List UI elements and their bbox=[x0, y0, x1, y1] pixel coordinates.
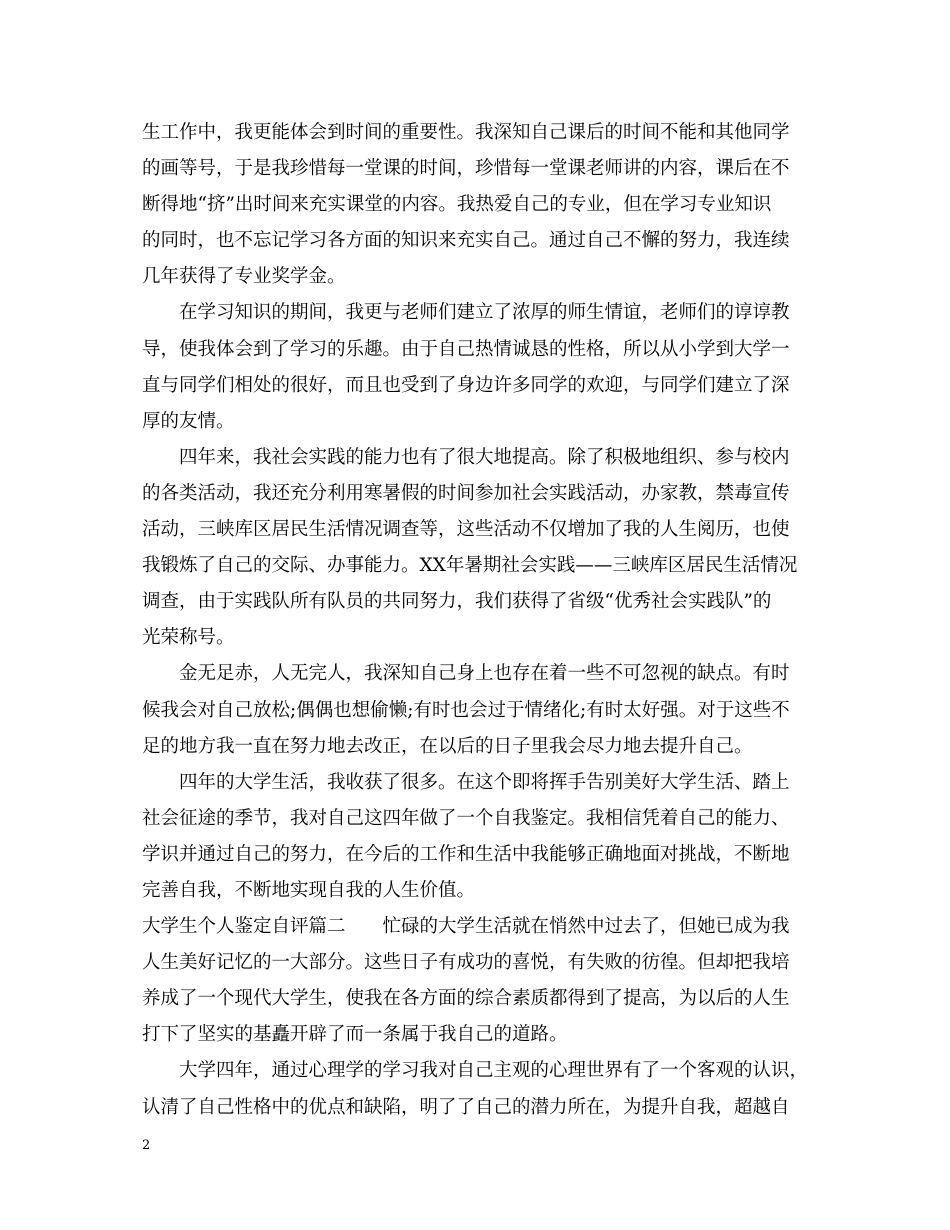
text-line: 导，使我体会到了学习的乐趣。由于自己热情诚恳的性格，所以从小学到大学一 bbox=[142, 338, 790, 360]
text-line: 的画等号，于是我珍惜每一堂课的时间，珍惜每一堂课老师讲的内容，课后在不 bbox=[142, 158, 790, 180]
text-line-paragraph-start: 在学习知识的期间，我更与老师们建立了浓厚的师生情谊，老师们的谆谆教 bbox=[179, 302, 790, 324]
text-line: 认清了自己性格中的优点和缺陷，明了了自己的潜力所在，为提升自我，超越自 bbox=[142, 1096, 790, 1118]
text-line: 生工作中，我更能体会到时间的重要性。我深知自己课后的时间不能和其他同学 bbox=[142, 122, 790, 143]
text-line: 调查，由于实践队所有队员的共同努力，我们获得了省级“优秀社会实践队”的 bbox=[142, 591, 772, 613]
text-line: 的各类活动，我还充分利用寒暑假的时间参加社会实践活动，办家教，禁毒宣传 bbox=[142, 482, 790, 504]
text-line: 完善自我，不断地实现自我的人生价值。 bbox=[142, 879, 476, 901]
text-line: 养成了一个现代大学生，使我在各方面的综合素质都得到了提高，为以后的人生 bbox=[142, 988, 790, 1010]
text-line: 厚的友情。 bbox=[142, 410, 235, 432]
text-line: 直与同学们相处的很好，而且也受到了身边许多同学的欢迎，与同学们建立了深 bbox=[142, 374, 790, 396]
text-line: 几年获得了专业奖学金。 bbox=[142, 266, 346, 288]
text-line: 光荣称号。 bbox=[142, 627, 235, 649]
section-heading-line: 大学生个人鉴定自评篇二 忙碌的大学生活就在悄然中过去了，但她已成为我 bbox=[142, 916, 790, 938]
document-body bbox=[142, 115, 810, 1126]
page-number: 2 bbox=[142, 1138, 151, 1153]
text-line: 我锻炼了自己的交际、办事能力。XX年暑期社会实践——三峡库区居民生活情况 bbox=[142, 555, 798, 577]
text-line: 人生美好记忆的一大部分。这些日子有成功的喜悦，有失败的彷徨。但却把我培 bbox=[142, 952, 790, 974]
text-line: 足的地方我一直在努力地去改正，在以后的日子里我会尽力地去提升自己。 bbox=[142, 735, 753, 757]
text-line: 打下了坚实的基矗开辟了而一条属于我自己的道路。 bbox=[142, 1024, 568, 1046]
text-line-paragraph-start: 金无足赤，人无完人，我深知自己身上也存在着一些不可忽视的缺点。有时 bbox=[179, 663, 790, 685]
text-line-paragraph-start: 四年来，我社会实践的能力也有了很大地提高。除了积极地组织、参与校内 bbox=[179, 446, 790, 468]
text-line-paragraph-start: 大学四年，通过心理学的学习我对自己主观的心理世界有了一个客观的认识， bbox=[179, 1060, 809, 1082]
text-line: 学识并通过自己的努力，在今后的工作和生活中我能够正确地面对挑战，不断地 bbox=[142, 843, 790, 865]
text-line: 候我会对自己放松;偶偶也想偷懒;有时也会过于情绪化;有时太好强。对于这些不 bbox=[142, 699, 790, 721]
text-line: 的同时，也不忘记学习各方面的知识来充实自己。通过自己不懈的努力，我连续 bbox=[142, 230, 790, 252]
text-line: 社会征途的季节，我对自己这四年做了一个自我鉴定。我相信凭着自己的能力、 bbox=[142, 807, 790, 829]
text-line: 活动，三峡库区居民生活情况调查等，这些活动不仅增加了我的人生阅历，也使 bbox=[142, 519, 790, 541]
text-line-paragraph-start: 四年的大学生活，我收获了很多。在这个即将挥手告别美好大学生活、踏上 bbox=[179, 771, 790, 793]
text-line: 断得地“挤”出时间来充实课堂的内容。我热爱自己的专业，但在学习专业知识 bbox=[142, 194, 772, 216]
